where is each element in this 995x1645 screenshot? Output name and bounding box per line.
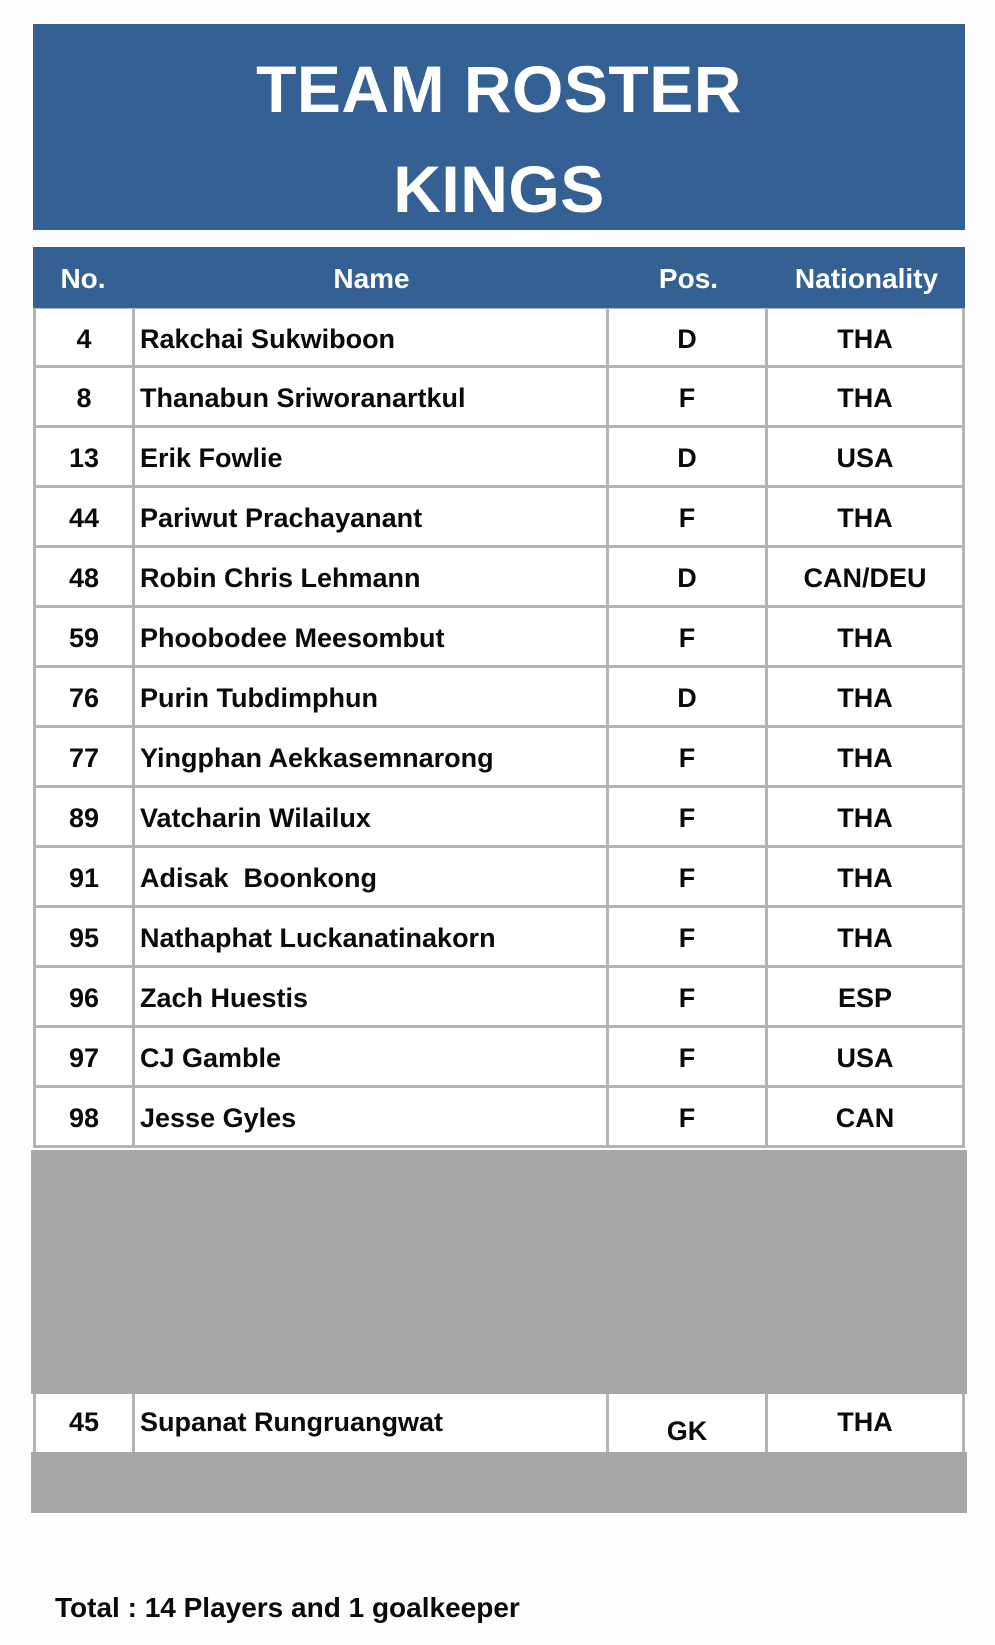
player-position: D <box>609 309 768 366</box>
goalkeeper-row <box>33 1394 965 1452</box>
player-name: Thanabun Sriworanartkul <box>135 368 609 425</box>
player-nationality: THA <box>768 368 965 425</box>
column-header-no: No. <box>60 263 106 294</box>
player-name: CJ Gamble <box>135 1028 609 1085</box>
player-position: F <box>609 968 768 1025</box>
player-name: Nathaphat Luckanatinakorn <box>135 908 609 965</box>
player-name: Vatcharin Wilailux <box>135 788 609 845</box>
table-row <box>33 308 965 368</box>
player-nationality: THA <box>768 488 965 545</box>
empty-goalkeeper-band <box>31 1452 967 1513</box>
column-header-nationality: Nationality <box>794 263 939 294</box>
table-row <box>33 968 965 1028</box>
player-name: Supanat Rungruangwat <box>135 1394 609 1452</box>
table-row <box>33 848 965 908</box>
title-banner <box>33 24 965 230</box>
roster-table <box>33 308 965 1148</box>
table-row <box>33 728 965 788</box>
player-name: Robin Chris Lehmann <box>135 548 609 605</box>
player-position: D <box>609 428 768 485</box>
table-row <box>33 548 965 608</box>
player-number: 96 <box>33 968 135 1025</box>
player-nationality: THA <box>768 668 965 725</box>
player-position: F <box>609 728 768 785</box>
player-number: 13 <box>33 428 135 485</box>
player-nationality: CAN/DEU <box>768 548 965 605</box>
table-row <box>33 608 965 668</box>
player-number: 91 <box>33 848 135 905</box>
player-name: Pariwut Prachayanant <box>135 488 609 545</box>
column-header-name: Name <box>333 263 410 294</box>
player-name: Jesse Gyles <box>135 1088 609 1145</box>
player-number: 98 <box>33 1088 135 1145</box>
player-number: 48 <box>33 548 135 605</box>
player-name: Purin Tubdimphun <box>135 668 609 725</box>
player-nationality: THA <box>768 1394 965 1452</box>
empty-roster-band <box>31 1150 967 1394</box>
player-nationality: USA <box>768 428 965 485</box>
table-row <box>33 428 965 488</box>
player-nationality: ESP <box>768 968 965 1025</box>
roster-total: Total : 14 Players and 1 goalkeeper <box>55 1592 520 1623</box>
player-name: Phoobodee Meesombut <box>135 608 609 665</box>
player-position: F <box>609 848 768 905</box>
player-position: GK <box>609 1394 768 1452</box>
table-row <box>33 1028 965 1088</box>
column-header-position: Pos. <box>658 263 719 294</box>
player-nationality: THA <box>768 728 965 785</box>
player-nationality: THA <box>768 309 965 366</box>
player-nationality: CAN <box>768 1088 965 1145</box>
player-name: Zach Huestis <box>135 968 609 1025</box>
player-number: 97 <box>33 1028 135 1085</box>
player-nationality: THA <box>768 608 965 665</box>
player-position: D <box>609 668 768 725</box>
player-position: F <box>609 908 768 965</box>
player-name: Yingphan Aekkasemnarong <box>135 728 609 785</box>
player-number: 77 <box>33 728 135 785</box>
player-position: F <box>609 788 768 845</box>
player-nationality: THA <box>768 848 965 905</box>
team-name: KINGS <box>393 152 605 226</box>
player-position: F <box>609 608 768 665</box>
player-number: 95 <box>33 908 135 965</box>
roster-title: TEAM ROSTER <box>256 52 742 126</box>
player-position: F <box>609 1088 768 1145</box>
player-position: F <box>609 1028 768 1085</box>
table-row <box>33 488 965 548</box>
player-nationality: USA <box>768 1028 965 1085</box>
table-row <box>33 368 965 428</box>
player-name: Erik Fowlie <box>135 428 609 485</box>
player-number: 4 <box>33 309 135 366</box>
player-position: F <box>609 368 768 425</box>
player-name: Rakchai Sukwiboon <box>135 309 609 366</box>
table-row <box>33 1088 965 1148</box>
table-row <box>33 908 965 968</box>
player-number: 8 <box>33 368 135 425</box>
player-number: 45 <box>33 1394 135 1452</box>
table-row <box>33 668 965 728</box>
player-nationality: THA <box>768 788 965 845</box>
player-number: 59 <box>33 608 135 665</box>
player-position: F <box>609 488 768 545</box>
player-nationality: THA <box>768 908 965 965</box>
player-number: 89 <box>33 788 135 845</box>
player-name: Adisak Boonkong <box>135 848 609 905</box>
table-header <box>33 247 965 308</box>
player-number: 76 <box>33 668 135 725</box>
table-row <box>33 788 965 848</box>
player-number: 44 <box>33 488 135 545</box>
player-position: D <box>609 548 768 605</box>
